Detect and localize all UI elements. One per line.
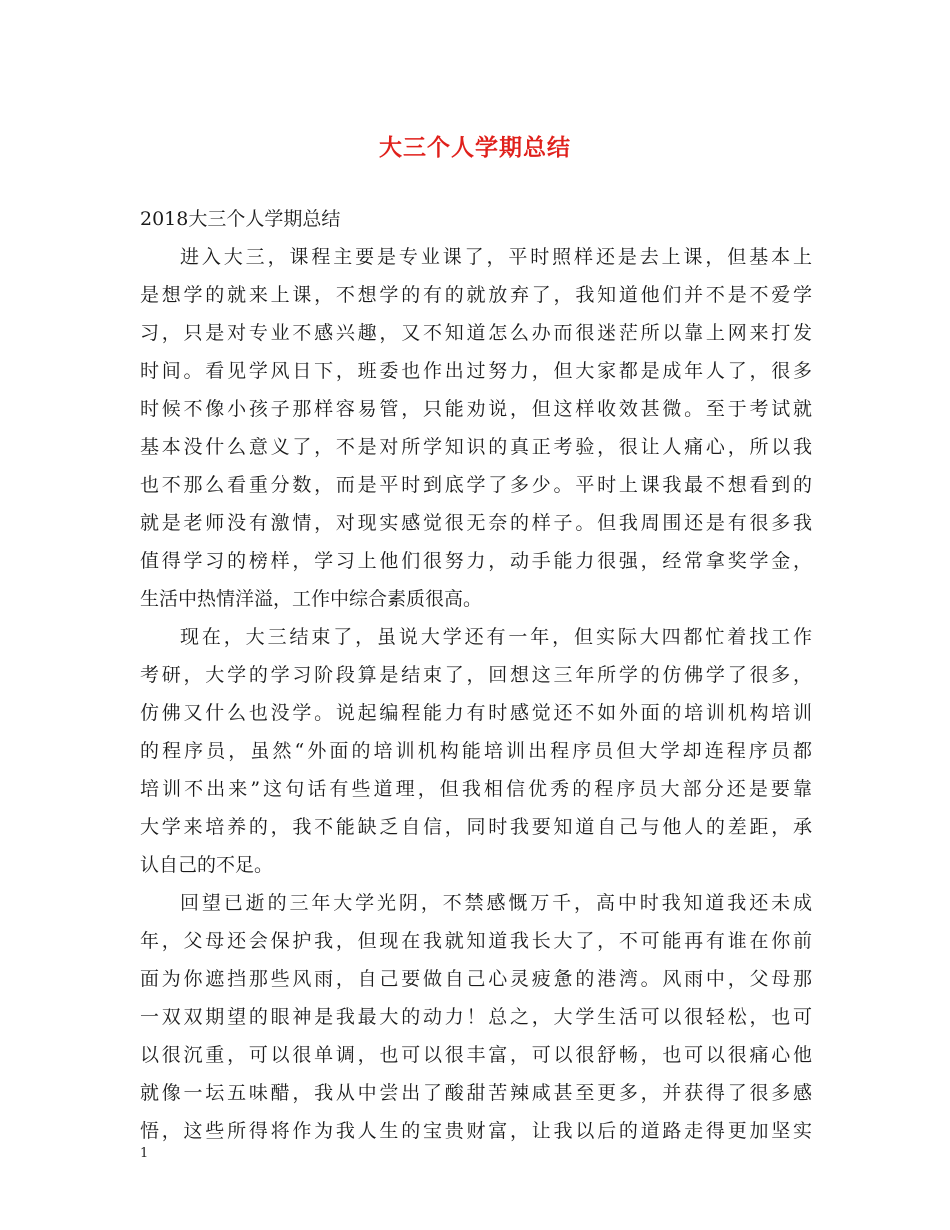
text-line: 年，父母还会保护我，但现在我就知道我长大了，不可能再有谁在你前	[140, 930, 812, 952]
text-line: 仿佛又什么也没学。说起编程能力有时感觉还不如外面的培训机构培训	[140, 702, 812, 724]
text-line: 回望已逝的三年大学光阴，不禁感慨万千，高中时我知道我还未成	[180, 892, 812, 914]
text-line: 生活中热情洋溢，工作中综合素质很高。	[140, 588, 483, 610]
text-line: 认自己的不足。	[140, 854, 274, 876]
document-title: 大三个人学期总结	[379, 134, 571, 161]
paragraph-1	[140, 238, 812, 618]
text-line: 就像一坛五味醋，我从中尝出了酸甜苦辣咸甚至更多，并获得了很多感	[140, 1082, 812, 1104]
text-line: 的程序员，虽然“外面的培训机构能培训出程序员但大学却连程序员都	[140, 740, 812, 762]
text-line: 考研，大学的学习阶段算是结束了，回想这三年所学的仿佛学了很多，	[140, 664, 812, 686]
text-line: 值得学习的榜样，学习上他们很努力，动手能力很强，经常拿奖学金，	[140, 550, 812, 572]
text-line: 是想学的就来上课，不想学的有的就放弃了，我知道他们并不是不爱学	[140, 284, 812, 306]
text-line: 以很沉重，可以很单调，也可以很丰富，可以很舒畅，也可以很痛心他	[140, 1044, 812, 1066]
text-line: 时间。看见学风日下，班委也作出过努力，但大家都是成年人了，很多	[140, 360, 812, 382]
text-line: 习，只是对专业不感兴趣，又不知道怎么办而很迷茫所以靠上网来打发	[140, 322, 812, 344]
text-line: 时候不像小孩子那样容易管，只能劝说，但这样收效甚微。至于考试就	[140, 398, 812, 420]
document-body	[140, 200, 812, 1150]
paragraph-3	[140, 884, 812, 1150]
text-line: 悟，这些所得将作为我人生的宝贵财富，让我以后的道路走得更加坚实	[140, 1120, 812, 1142]
text-line: 现在，大三结束了，虽说大学还有一年，但实际大四都忙着找工作	[180, 626, 812, 648]
text-line: 就是老师没有激情，对现实感觉很无奈的样子。但我周围还是有很多我	[140, 512, 812, 534]
text-line: 一双双期望的眼神是我最大的动力！总之，大学生活可以很轻松，也可	[140, 1006, 812, 1028]
page-number: 1	[140, 1146, 149, 1161]
document-subtitle: 2018大三个人学期总结	[140, 208, 341, 230]
text-line: 进入大三，课程主要是专业课了，平时照样还是去上课，但基本上	[180, 246, 812, 268]
text-line: 也不那么看重分数，而是平时到底学了多少。平时上课我最不想看到的	[140, 474, 812, 496]
text-line: 培训不出来”这句话有些道理，但我相信优秀的程序员大部分还是要靠	[140, 778, 812, 800]
text-line: 面为你遮挡那些风雨，自己要做自己心灵疲惫的港湾。风雨中，父母那	[140, 968, 812, 990]
text-line: 基本没什么意义了，不是对所学知识的真正考验，很让人痛心，所以我	[140, 436, 812, 458]
text-line: 大学来培养的，我不能缺乏自信，同时我要知道自己与他人的差距，承	[140, 816, 812, 838]
paragraph-2	[140, 618, 812, 884]
